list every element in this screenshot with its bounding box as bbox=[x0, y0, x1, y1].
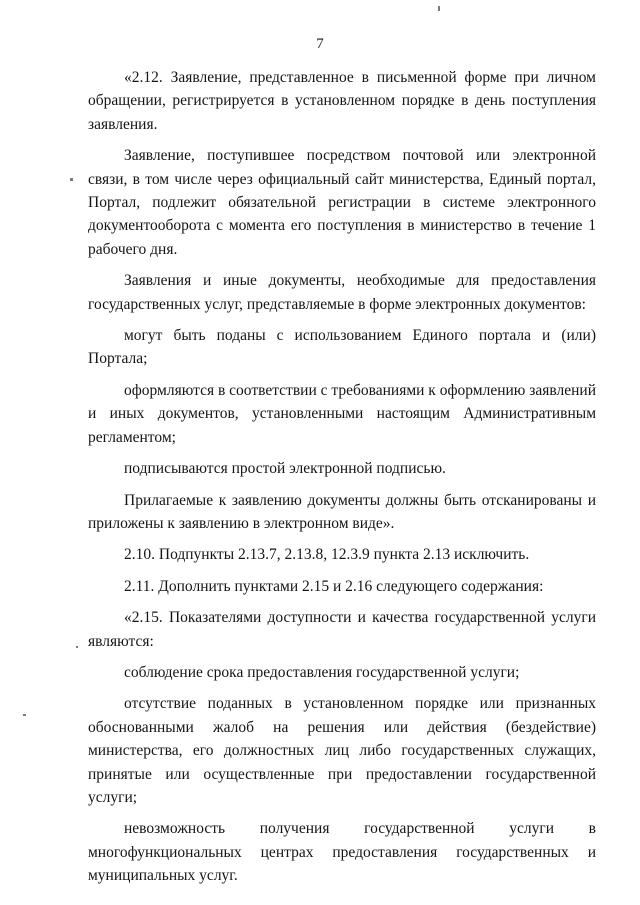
paragraph-2-12: «2.12. Заявление, представленное в письменной форме при личном обращении, регистрируется в установленном порядке в день поступления заявления. bbox=[88, 69, 596, 133]
scan-speck bbox=[76, 646, 78, 648]
paragraph-registration: Заявление, поступившее посредством почтовой или электронной связи, в том числе через официальный сайт министерства, Единый портал, Портал, подлежит обязательной регистрации в системе электронного документооборота с момента его поступления в министерство в течение 1 рабочего дня. bbox=[88, 147, 596, 258]
paragraph-2-10: 2.10. Подпункты 2.13.7, 2.13.8, 12.3.9 пункта 2.13 исключить. bbox=[124, 546, 530, 564]
scan-speck bbox=[438, 6, 440, 11]
paragraph-electronic-documents: Заявления и иные документы, необходимые для предоставления государственных услуг, представляемые в форме электронных документов: bbox=[88, 272, 596, 313]
paragraph-impossibility: невозможность получения государственной услуги в многофункциональных центрах предоставления государственных и муниципальных услуг. bbox=[88, 820, 596, 885]
document-body bbox=[88, 66, 596, 888]
paragraph-2-15: «2.15. Показателями доступности и качества государственной услуги являются: bbox=[88, 609, 596, 650]
paragraph-may-be-submitted: могут быть поданы с использованием Единого портала и (или) Портала; bbox=[88, 327, 596, 368]
paragraph-no-complaints: отсутствие поданных в установленном порядке или признанных обоснованными жалоб на решения или действия (бездействие) министерства, его должностных лиц либо государственных служащих, принятые или осуществленные при предоставлении государственной услуги; bbox=[88, 695, 596, 806]
scan-speck bbox=[23, 714, 26, 716]
paragraph-2-11: 2.11. Дополнить пунктами 2.15 и 2.16 следующего содержания: bbox=[124, 577, 544, 595]
page-number: 7 bbox=[316, 36, 324, 52]
paragraph-deadline: соблюдение срока предоставления государственной услуги; bbox=[124, 663, 520, 681]
paragraph-attached-documents: Прилагаемые к заявлению документы должны быть отсканированы и приложены к заявлению в электронном виде». bbox=[88, 491, 596, 532]
paragraph-formatted: оформляются в соответствии с требованиями к оформлению заявлений и иных документов, установленными настоящим Административным регламентом; bbox=[88, 381, 596, 446]
scan-speck bbox=[70, 178, 73, 181]
paragraph-signed: подписываются простой электронной подписью. bbox=[124, 460, 446, 478]
